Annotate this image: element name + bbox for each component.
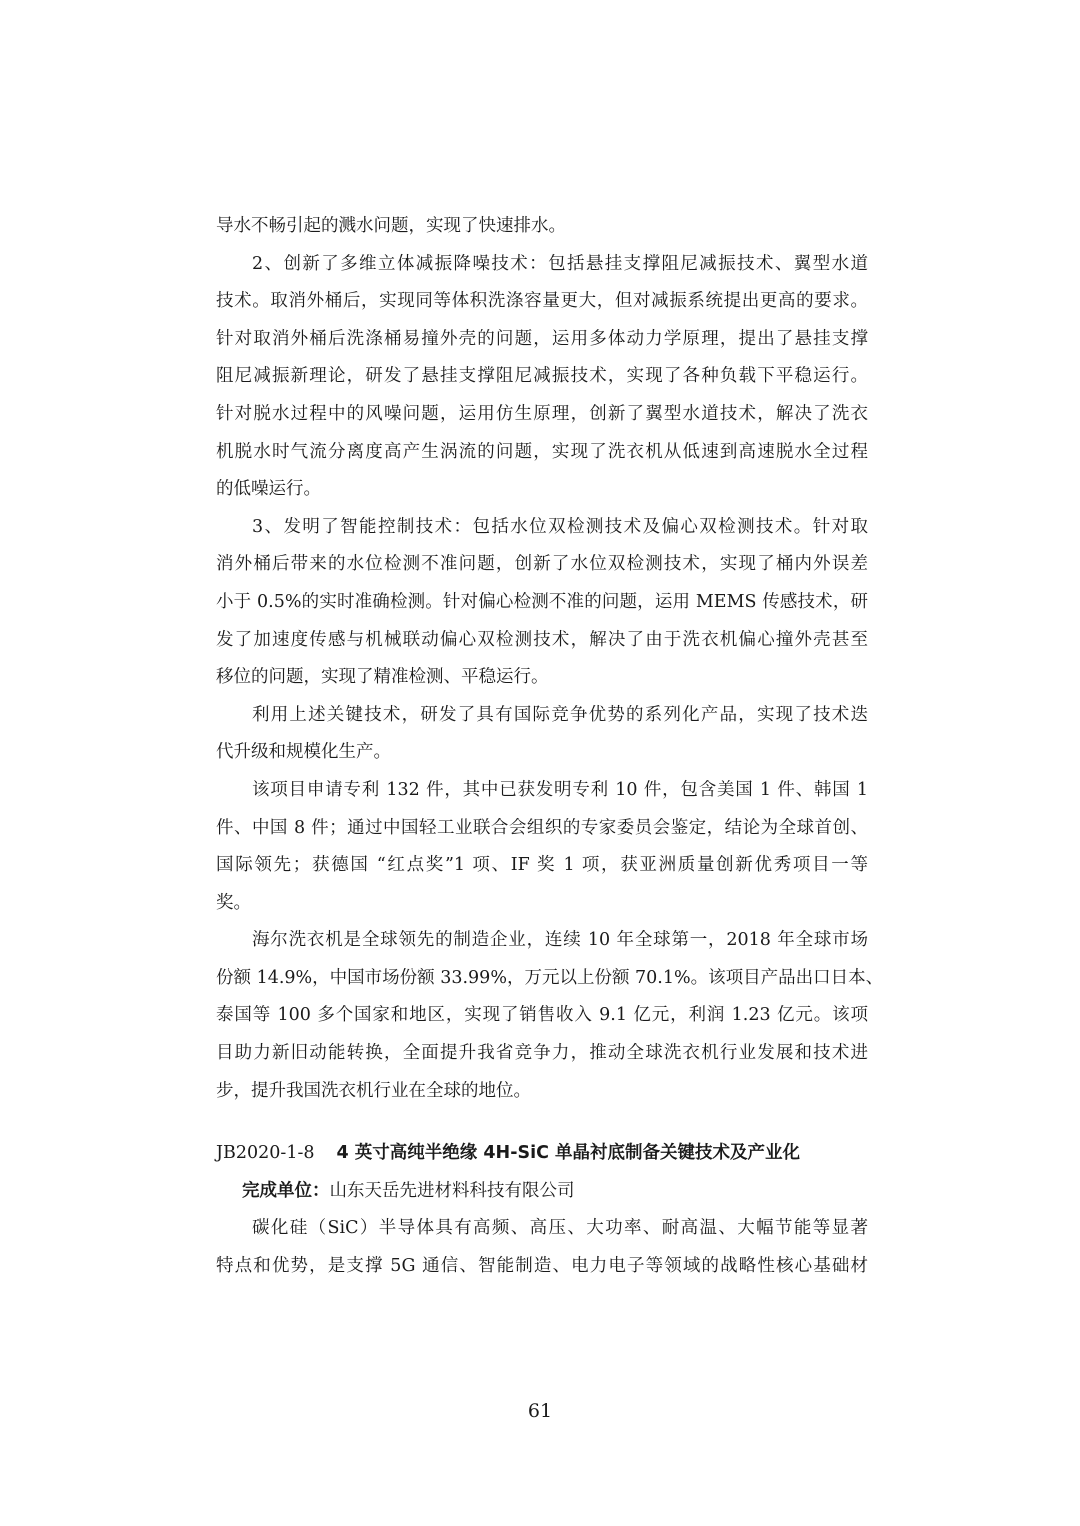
project-heading	[216, 1134, 800, 1172]
text-line: 该项目申请专利 132 件，其中已获发明专利 10 件，包含美国 1 件、韩国 1	[252, 779, 868, 800]
text-line: 阻尼减振新理论，研发了悬挂支撑阻尼减振技术，实现了各种负载下平稳运行。	[216, 366, 868, 387]
text-line: 发了加速度传感与机械联动偏心双检测技术，解决了由于洗衣机偏心撞外壳甚至	[216, 629, 868, 650]
text-line: 2、创新了多维立体减振降噪技术：包括悬挂支撑阻尼减振技术、翼型水道	[252, 253, 868, 274]
page-number: 61	[527, 1400, 553, 1422]
text-line: 消外桶后带来的水位检测不准问题，创新了水位双检测技术，实现了桶内外误差	[216, 554, 868, 575]
text-line: 件、中国 8 件；通过中国轻工业联合会组织的专家委员会鉴定，结论为全球首创、	[216, 817, 868, 838]
text-line: 特点和优势，是支撑 5G 通信、智能制造、电力电子等领域的战略性核心基础材	[216, 1255, 868, 1276]
text-line: 奖。	[216, 892, 251, 913]
text-line: 机脱水时气流分离度高产生涡流的问题，实现了洗衣机从低速到高速脱水全过程	[216, 441, 868, 462]
completion-unit-name: 山东天岳先进材料科技有限公司	[329, 1181, 575, 1201]
text-line: 的低噪运行。	[216, 479, 321, 500]
completion-unit	[216, 1172, 575, 1210]
text-line: 技术。取消外桶后，实现同等体积洗涤容量更大，但对减振系统提出更高的要求。	[216, 291, 868, 312]
text-line: 小于 0.5%的实时准确检测。针对偏心检测不准的问题，运用 MEMS 传感技术，研	[216, 591, 868, 612]
text-line: 代升级和规模化生产。	[216, 742, 391, 763]
text-line: 海尔洗衣机是全球领先的制造企业，连续 10 年全球第一，2018 年全球市场	[252, 930, 868, 951]
text-line: 导水不畅引起的溅水问题，实现了快速排水。	[216, 216, 566, 236]
text-line: 泰国等 100 多个国家和地区，实现了销售收入 9.1 亿元，利润 1.23 亿元。该项	[216, 1005, 868, 1026]
body-text	[216, 208, 884, 1110]
text-line: 针对脱水过程中的风噪问题，运用仿生原理，创新了翼型水道技术，解决了洗衣	[216, 403, 868, 424]
text-line: 目助力新旧动能转换，全面提升我省竞争力，推动全球洗衣机行业发展和技术进	[216, 1043, 868, 1064]
text-line: 移位的问题，实现了精准检测、平稳运行。	[216, 667, 549, 688]
text-line: 份额 14.9%，中国市场份额 33.99%，万元以上份额 70.1%。该项目产品出口日本、	[216, 967, 884, 988]
text-line: 针对取消外桶后洗涤桶易撞外壳的问题，运用多体动力学原理，提出了悬挂支撑	[216, 328, 868, 349]
project-code: JB2020-1-8	[216, 1143, 315, 1163]
text-line: 3、发明了智能控制技术：包括水位双检测技术及偏心双检测技术。针对取	[252, 516, 868, 537]
project-intro-text	[216, 1210, 868, 1285]
text-line: 碳化硅（SiC）半导体具有高频、高压、大功率、耐高温、大幅节能等显著	[252, 1218, 868, 1238]
text-line: 国际领先；获德国 “红点奖”1 项、IF 奖 1 项，获亚洲质量创新优秀项目一等	[216, 855, 868, 876]
text-line: 利用上述关键技术，研发了具有国际竞争优势的系列化产品，实现了技术迭	[252, 704, 868, 725]
text-line: 步，提升我国洗衣机行业在全球的地位。	[216, 1080, 531, 1101]
completion-unit-label: 完成单位：	[242, 1181, 330, 1201]
project-title: 4 英寸高纯半绝缘 4H-SiC 单晶衬底制备关键技术及产业化	[336, 1143, 800, 1163]
